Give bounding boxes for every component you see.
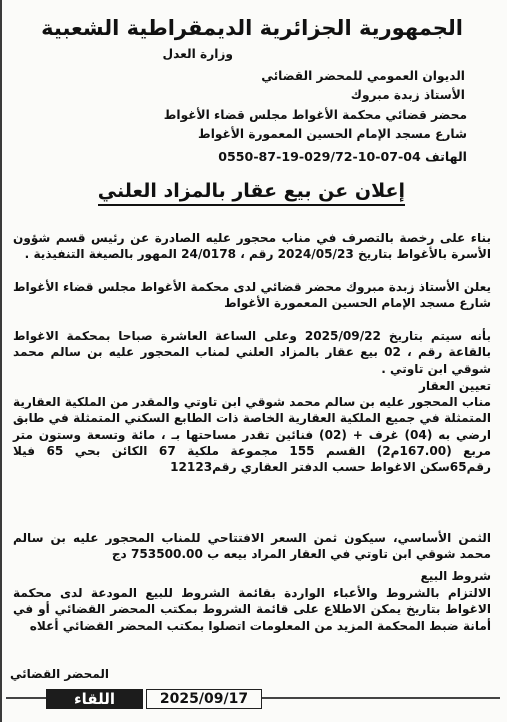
paragraph-announcer: يعلن الأستاذ زبدة مبروك محضر قضائي لدى محكمة الأغواط مجلس قضاء الأغواط شارع مسجد الإمام الحسين المعمورة الأغواط <box>13 280 491 311</box>
court-line: محضر قضائي محكمة الأغواط مجلس قضاء الأغواط <box>163 108 467 122</box>
announcement-title: إعلان عن بيع عقار بالمزاد العلني <box>98 181 405 206</box>
paragraph-property: مناب المحجور عليه بن سالم محمد شوقي ابن تاوتي والمقدر من الملكية العقارية المتمثلة في جميع الملكية العقارية الخاصة ذات الطابع السكني المتمثلة في طابق ارضي به (04) غرف + (02) فنائين تقدر مساحتها بـ ، مائة وتسعة وستون متر مربع (167.00م2) القسم 155 مجموعة ملكية 67 الكائن بحي 65 فيلا رقم65سكن الاغواط حسب الدفتر العقاري رقم12123 <box>13 395 491 475</box>
section-heading-property: تعيين العقار <box>418 379 491 393</box>
phone-line: الهاتف 04-07-10-029/72-19-87-0550 <box>218 149 467 164</box>
newspaper-name: اللقاء <box>46 689 143 709</box>
footer-divider <box>260 697 500 699</box>
publication-date: 2025/09/17 <box>146 689 262 709</box>
paragraph-authorization: بناء على رخصة بالتصرف في مناب محجور عليه الصادرة عن رئيس قسم شؤون الأسرة بالأغواط بتاريخ 2024/05/23 رقم ، 24/0178 المهور بالصيغة التنفيذية . <box>13 231 491 262</box>
ministry-line: وزارة العدل <box>162 47 233 61</box>
address-line: شارع مسجد الإمام الحسين المعمورة الأغواط <box>198 127 467 141</box>
bailiff-name: الأستاذ زبدة مبروك <box>350 88 465 102</box>
republic-heading: الجمهورية الجزائرية الديمقراطية الشعبية <box>41 16 463 40</box>
paragraph-sale-date: بأنه سيتم بتاريخ 2025/09/22 وعلى الساعة العاشرة صباحا بمحكمة الاغواط بالقاعة رقم ، 02 بيع عقار بالمزاد العلني لمناب المحجور عليه بن سالم محمد شوقي ابن تاوتي . <box>13 329 491 376</box>
office-line: الديوان العمومي للمحضر القضائي <box>261 69 465 83</box>
section-heading-conditions: شروط البيع <box>420 569 491 583</box>
paragraph-conditions: الالتزام بالشروط والأعباء الواردة بقائمة الشروط للبيع المودعة لدى محكمة الاغواط بتاريخ يمكن الاطلاع على قائمة الشروط بمكتب المحضر القضائي أو في أمانة ضبط المحكمة المزيد من المعلومات اتصلوا بمكتب المحضر القضائي أعلاه <box>13 586 491 633</box>
paragraph-price: الثمن الأساسي، سيكون ثمن السعر الافتتاحي للمناب المحجور عليه بن سالم محمد شوقي ابن تاوتي في العقار المراد بيعه ب 753500.00 دج <box>13 531 491 562</box>
footer-divider-left <box>6 697 46 699</box>
signature: المحضر القضائي <box>9 667 109 681</box>
